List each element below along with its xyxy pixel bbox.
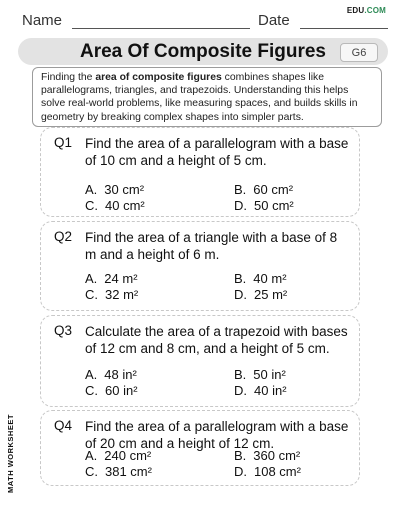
grade-badge: G6: [340, 43, 378, 62]
question-number: Q2: [54, 229, 73, 244]
question-text: Calculate the area of a trapezoid with bases of 12 cm and 8 cm, and a height of 5 cm.: [85, 324, 348, 356]
logo-main: EDU: [346, 6, 365, 15]
logo-tld: .COM: [364, 6, 386, 15]
option-c[interactable]: [85, 198, 145, 213]
option-value: 48 in²: [104, 367, 137, 382]
option-value: 25 m²: [254, 287, 288, 302]
question-card-q4: [40, 410, 360, 486]
option-value: 360 cm²: [253, 448, 301, 463]
question-text: Find the area of a parallelogram with a base of 10 cm and a height of 5 cm.: [85, 136, 349, 168]
option-letter: A.: [85, 367, 98, 382]
question-card-q3: [40, 315, 360, 407]
option-letter: C.: [85, 464, 98, 479]
option-value: 108 cm²: [254, 464, 301, 479]
option-value: 30 cm²: [104, 182, 145, 197]
logo: [347, 6, 386, 15]
question-text: Find the area of a parallelogram with a base of 20 cm and a height of 12 cm.: [85, 419, 349, 451]
option-letter: D.: [234, 464, 247, 479]
option-d[interactable]: [234, 287, 287, 302]
option-a[interactable]: [85, 182, 144, 197]
option-letter: D.: [234, 287, 247, 302]
name-label: Name: [22, 12, 63, 29]
option-value: 50 cm²: [254, 198, 294, 213]
option-value: 32 m²: [105, 287, 139, 302]
title-bar: [18, 38, 388, 65]
option-c[interactable]: [85, 383, 138, 398]
intro-bold: area of composite figures: [95, 72, 222, 83]
question-number: Q1: [54, 135, 73, 150]
page-title: Area Of Composite Figures: [80, 40, 326, 62]
option-letter: D.: [234, 198, 247, 213]
option-b[interactable]: [234, 367, 286, 382]
intro-paragraph: [32, 67, 382, 127]
option-a[interactable]: [85, 271, 138, 286]
question-card-q1: [40, 127, 360, 217]
option-letter: C.: [85, 383, 98, 398]
question-number: Q3: [54, 323, 73, 338]
option-letter: B.: [234, 367, 247, 382]
option-letter: A.: [85, 448, 98, 463]
option-c[interactable]: [85, 464, 152, 479]
option-d[interactable]: [234, 464, 301, 479]
option-value: 50 in²: [253, 367, 286, 382]
option-letter: B.: [234, 271, 247, 286]
option-letter: A.: [85, 271, 98, 286]
option-a[interactable]: [85, 448, 151, 463]
name-field-line[interactable]: [72, 28, 250, 29]
option-value: 40 m²: [253, 271, 287, 286]
option-b[interactable]: [234, 271, 287, 286]
intro-suffix: combines shapes like parallelograms, triangles, and trapezoids. Understanding this helps solve real-world problems, like measuring spaces, and builds skills in geometry by breaking complex shapes into simpler parts.: [41, 72, 358, 123]
question-number: Q4: [54, 418, 73, 433]
option-letter: C.: [85, 198, 98, 213]
option-letter: B.: [234, 182, 247, 197]
option-d[interactable]: [234, 198, 294, 213]
option-value: 60 in²: [105, 383, 138, 398]
option-a[interactable]: [85, 367, 137, 382]
question-text: Find the area of a triangle with a base of 8 m and a height of 6 m.: [85, 230, 338, 262]
side-label: MATH WORKSHEET: [6, 414, 15, 493]
option-d[interactable]: [234, 383, 287, 398]
option-value: 240 cm²: [104, 448, 152, 463]
option-letter: B.: [234, 448, 247, 463]
date-label: Date: [258, 12, 290, 29]
option-c[interactable]: [85, 287, 138, 302]
option-value: 24 m²: [104, 271, 138, 286]
option-value: 40 cm²: [105, 198, 145, 213]
question-card-q2: [40, 221, 360, 311]
option-value: 60 cm²: [253, 182, 294, 197]
option-b[interactable]: [234, 182, 293, 197]
option-b[interactable]: [234, 448, 300, 463]
date-field-line[interactable]: [300, 28, 388, 29]
option-letter: C.: [85, 287, 98, 302]
option-value: 40 in²: [254, 383, 287, 398]
option-value: 381 cm²: [105, 464, 152, 479]
intro-prefix: Finding the: [41, 72, 96, 83]
option-letter: A.: [85, 182, 98, 197]
option-letter: D.: [234, 383, 247, 398]
